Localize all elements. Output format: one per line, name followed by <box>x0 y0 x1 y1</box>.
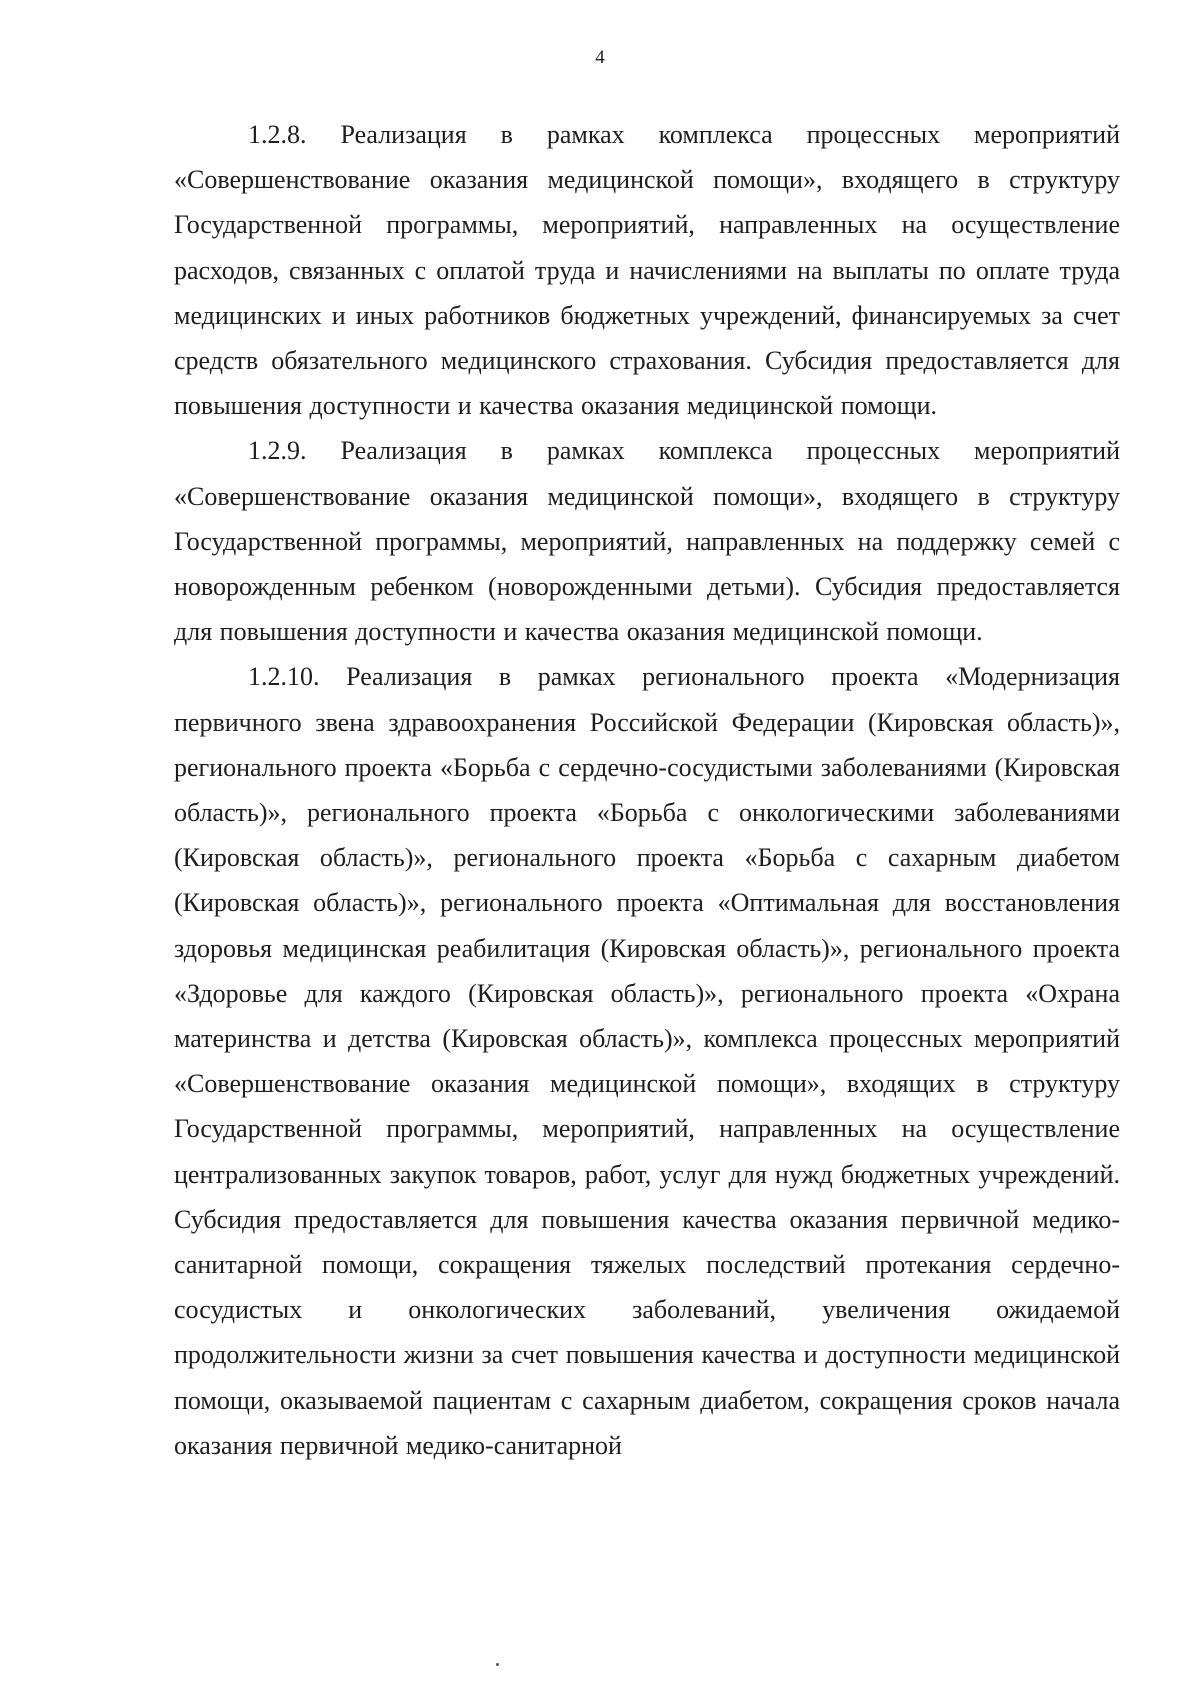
paragraph-1-2-8: 1.2.8. Реализация в рамках комплекса процессных мероприятий «Совершенствование оказания медицинской помощи», входящего в структуру Государственной программы, мероприятий, направленных на осуществление расходов, связанных с оплатой труда и начислениями на выплаты по оплате труда медицинских и иных работников бюджетных учреждений, финансируемых за счет средств обязательного медицинского страхования. Субсидия предоставляется для повышения доступности и качества оказания медицинской помощи. <box>174 120 1120 421</box>
paragraph-1-2-9: 1.2.9. Реализация в рамках комплекса процессных мероприятий «Совершенствование оказания медицинской помощи», входящего в структуру Государственной программы, мероприятий, направленных на поддержку семей с новорожденным ребенком (новорожденными детьми). Субсидия предоставляется для повышения доступности и качества оказания медицинской помощи. <box>174 436 1120 647</box>
document-body <box>174 112 1120 1468</box>
paragraph-1-2-10: 1.2.10. Реализация в рамках регионального проекта «Модернизация первичного звена здравоохранения Российской Федерации (Кировская область)», регионального проекта «Борьба с сердечно-сосудистыми заболеваниями (Кировская область)», регионального проекта «Борьба с онкологическими заболеваниями (Кировская область)», регионального проекта «Борьба с сахарным диабетом (Кировская область)», регионального проекта «Оптимальная для восстановления здоровья медицинская реабилитация (Кировская область)», регионального проекта «Здоровье для каждого (Кировская область)», регионального проекта «Охрана материнства и детства (Кировская область)», комплекса процессных мероприятий «Совершенствование оказания медицинской помощи», входящих в структуру Государственной программы, мероприятий, направленных на осуществление централизованных закупок товаров, работ, услуг для нужд бюджетных учреждений. Субсидия предоставляется для повышения качества оказания первичной медико-санитарной помощи, сокращения тяжелых последствий протекания сердечно-сосудистых и онкологических заболеваний, увеличения ожидаемой продолжительности жизни за счет повышения качества и доступности медицинской помощи, оказываемой пациентам с сахарным диабетом, сокращения сроков начала оказания первичной медико-санитарной <box>174 662 1120 1460</box>
scan-artifact <box>496 1663 499 1666</box>
page-number: 4 <box>595 47 605 68</box>
